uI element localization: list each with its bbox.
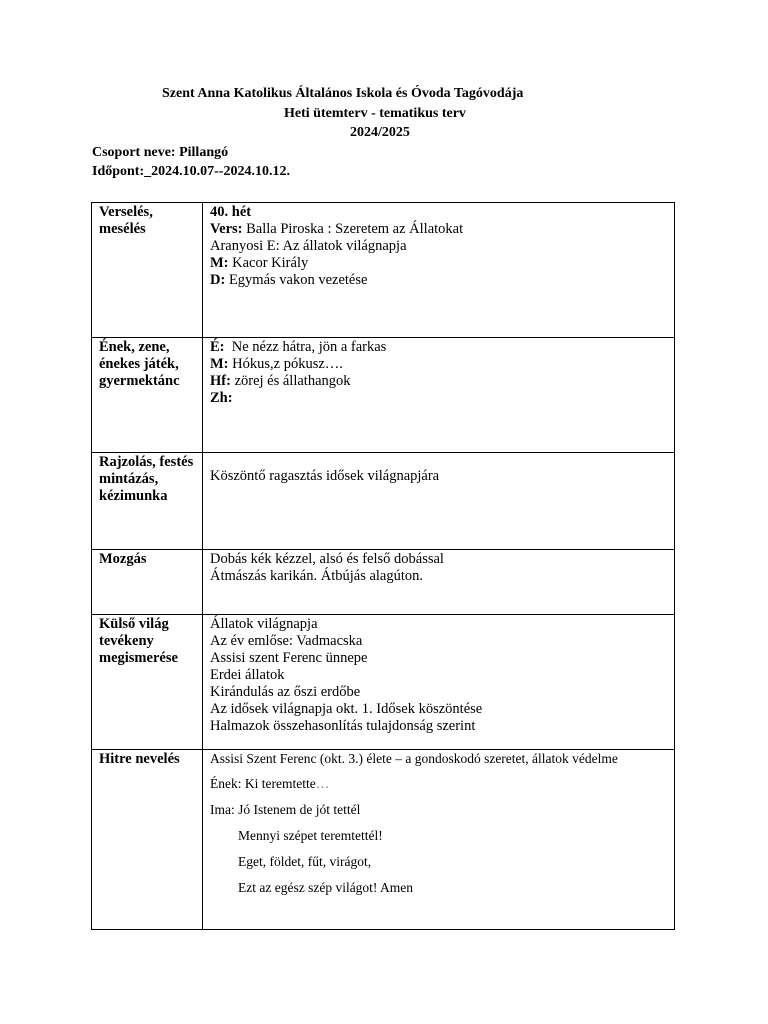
hitre-song-ellipsis: … — [315, 776, 330, 791]
vers-value: Balla Piroska : Szeretem az Állatokat — [246, 221, 464, 237]
zenehallgatas-label: Zh: — [210, 390, 233, 406]
dramajatek-value: Egymás vakon vezetése — [228, 272, 368, 288]
table-row — [92, 203, 675, 338]
row-content-verseles — [203, 203, 675, 338]
weekly-plan-table — [91, 202, 675, 930]
list-item: Az idősek világnapja okt. 1. Idősek köszöntése — [210, 701, 483, 717]
list-item: Állatok világnapja — [210, 616, 318, 632]
plan-title: Heti ütemterv - tematikus terv — [284, 106, 466, 121]
hitre-song: Ének: Ki teremtette — [210, 776, 316, 791]
row-content-rajzolas — [203, 453, 675, 550]
enek-label: É: — [210, 339, 225, 355]
row-content-enek — [203, 338, 675, 453]
row-content-kulso-vilag — [203, 615, 675, 750]
row-label-kulso-vilag: Külső világ tevékeny megismerése — [92, 615, 203, 750]
date-range: Időpont:_2024.10.07--2024.10.12. — [92, 164, 290, 179]
enek-value: Ne nézz hátra, jön a farkas — [231, 339, 387, 355]
rajzolas-text: Köszöntő ragasztás idősek világnapjára — [210, 468, 440, 484]
row-content-hitre-neveles — [203, 750, 675, 930]
list-item: Assisi szent Ferenc ünnepe — [210, 650, 368, 666]
group-name: Csoport neve: Pillangó — [92, 145, 229, 160]
list-item: Kirándulás az őszi erdőbe — [210, 684, 361, 700]
table-row — [92, 615, 675, 750]
prayer-line: Mennyi szépet teremtettél! — [238, 828, 383, 843]
list-item: Átmászás karikán. Átbújás alagúton. — [210, 568, 424, 584]
row-label-hitre-neveles: Hitre nevelés — [92, 750, 203, 930]
hallasfejlesztes-value: zörej és állathangok — [234, 373, 351, 389]
aranyosi-poem: Aranyosi E: Az állatok világnapja — [210, 238, 407, 254]
mese-label: M: — [210, 255, 229, 271]
hitre-topic: Assisi Szent Ferenc (okt. 3.) élete – a gondoskodó szeretet, állatok védelme — [210, 751, 618, 766]
row-label-mozgas: Mozgás — [92, 550, 203, 615]
row-content-mozgas — [203, 550, 675, 615]
table-row — [92, 750, 675, 930]
table-row — [92, 550, 675, 615]
school-year: 2024/2025 — [350, 125, 410, 140]
list-item: Halmazok összehasonlítás tulajdonság szerint — [210, 718, 476, 734]
table-row — [92, 453, 675, 550]
list-item: Az év emlőse: Vadmacska — [210, 633, 363, 649]
row-label-verseles: Verselés, mesélés — [92, 203, 203, 338]
dramajatek-label: D: — [210, 272, 226, 288]
school-name: Szent Anna Katolikus Általános Iskola és Óvoda Tagóvodája — [162, 86, 524, 101]
hallasfejlesztes-label: Hf: — [210, 373, 231, 389]
mondoka-value: Hókus,z pókusz…. — [232, 356, 343, 372]
table-row — [92, 338, 675, 453]
mondoka-label: M: — [210, 356, 229, 372]
hitre-prayer: Ima: Jó Istenem de jót tettél — [210, 802, 361, 817]
week-number: 40. hét — [210, 204, 252, 220]
mese-value: Kacor Király — [232, 255, 309, 271]
prayer-line: Eget, földet, fűt, virágot, — [238, 854, 372, 869]
prayer-line: Ezt az egész szép világot! Amen — [238, 880, 414, 895]
vers-label: Vers: — [210, 221, 243, 237]
row-label-rajzolas: Rajzolás, festés mintázás, kézimunka — [92, 453, 203, 550]
list-item: Erdei állatok — [210, 667, 285, 683]
row-label-enek: Ének, zene, énekes játék, gyermektánc — [92, 338, 203, 453]
list-item: Dobás kék kézzel, alsó és felső dobással — [210, 551, 444, 567]
